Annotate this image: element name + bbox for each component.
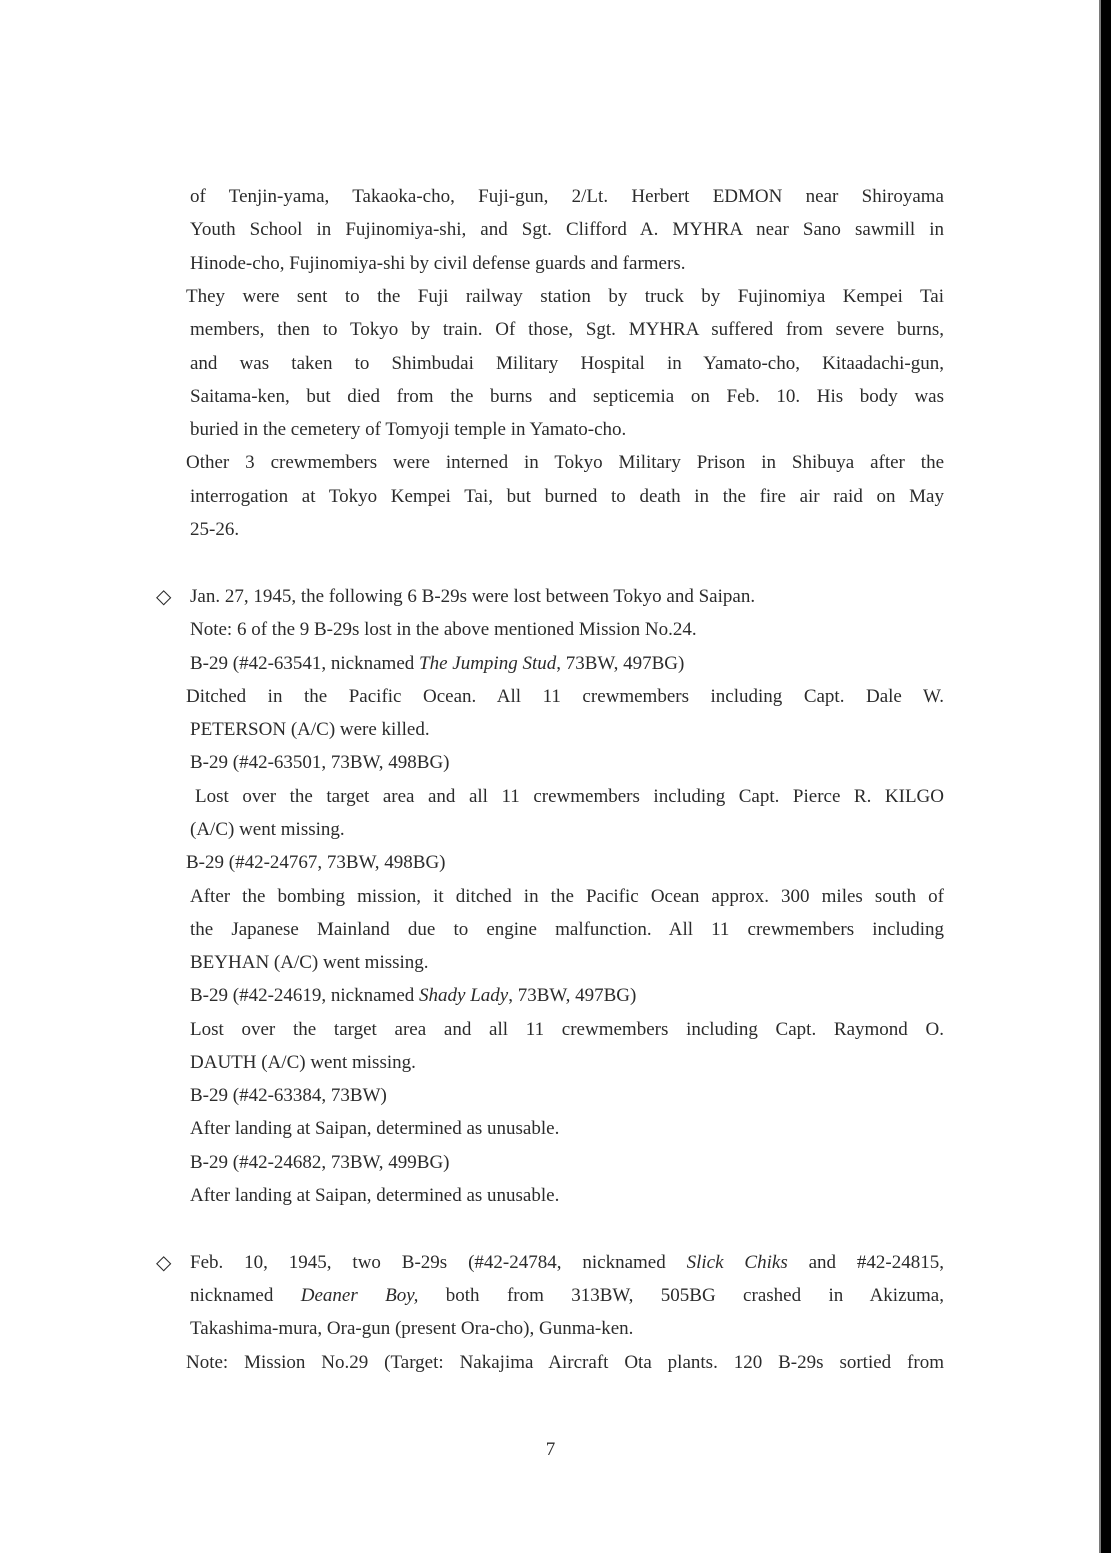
aircraft-title-text: B-29 (#42-63541, nicknamed <box>190 653 420 674</box>
paragraph-line: and was taken to Shimbudai Military Hospital in Yamato-cho, Kitaadachi-gun, <box>190 353 944 374</box>
heading-text: and #42-24815, <box>787 1252 945 1273</box>
heading-text: Feb. 10, 1945, two B-29s (#42-24784, nicknamed <box>190 1252 687 1273</box>
paragraph-line: members, then to Tokyo by train. Of those, Sgt. MYHRA suffered from severe burns, <box>190 319 944 340</box>
aircraft-desc-line: (A/C) went missing. <box>190 819 345 840</box>
aircraft-nickname: Deaner Boy, <box>300 1285 419 1306</box>
aircraft-desc-line: Lost over the target area and all 11 crewmembers including Capt. Raymond O. <box>190 1019 944 1040</box>
paragraph-line: of Tenjin-yama, Takaoka-cho, Fuji-gun, 2/Lt. Herbert EDMON near Shiroyama <box>190 186 944 207</box>
paragraph-line: 25-26. <box>190 519 240 540</box>
page-number: 7 <box>545 1439 556 1460</box>
aircraft-desc-line: PETERSON (A/C) were killed. <box>190 719 430 740</box>
aircraft-desc-line: After the bombing mission, it ditched in the Pacific Ocean approx. 300 miles south of <box>190 886 944 907</box>
section-note: Note: 6 of the 9 B-29s lost in the above mentioned Mission No.24. <box>190 619 697 640</box>
aircraft-title: B-29 (#42-63501, 73BW, 498BG) <box>190 752 450 773</box>
aircraft-title <box>190 652 684 676</box>
aircraft-desc-line: BEYHAN (A/C) went missing. <box>190 952 429 973</box>
section-note: Note: Mission No.29 (Target: Nakajima Aircraft Ota plants. 120 B-29s sortied from <box>186 1352 944 1373</box>
aircraft-title-text: , 73BW, 497BG) <box>556 653 685 674</box>
section-heading-line <box>190 1284 944 1308</box>
diamond-outline-icon: ◇ <box>156 584 172 608</box>
section-heading: Jan. 27, 1945, the following 6 B-29s were lost between Tokyo and Saipan. <box>190 586 756 607</box>
aircraft-title: B-29 (#42-24767, 73BW, 498BG) <box>186 852 446 873</box>
aircraft-title: B-29 (#42-24682, 73BW, 499BG) <box>190 1152 450 1173</box>
paragraph-line: Saitama-ken, but died from the burns and septicemia on Feb. 10. His body was <box>190 386 944 407</box>
paragraph-line: Youth School in Fujinomiya-shi, and Sgt. Clifford A. MYHRA near Sano sawmill in <box>190 219 944 240</box>
aircraft-desc-line: After landing at Saipan, determined as unusable. <box>190 1185 560 1206</box>
aircraft-nickname: Slick Chiks <box>686 1252 788 1273</box>
paragraph-line: buried in the cemetery of Tomyoji temple in Yamato-cho. <box>190 419 627 440</box>
heading-text: nicknamed <box>190 1285 301 1306</box>
paragraph-line: Hinode-cho, Fujinomiya-shi by civil defense guards and farmers. <box>190 253 686 274</box>
page-edge-border <box>1101 0 1111 1553</box>
paragraph-line: They were sent to the Fuji railway station by truck by Fujinomiya Kempei Tai <box>186 286 944 307</box>
section-heading-line <box>190 1251 944 1275</box>
aircraft-desc-line: Lost over the target area and all 11 crewmembers including Capt. Pierce R. KILGO <box>195 786 944 807</box>
aircraft-desc-line: Ditched in the Pacific Ocean. All 11 crewmembers including Capt. Dale W. <box>186 686 944 707</box>
aircraft-title-text: B-29 (#42-24619, nicknamed <box>190 985 420 1006</box>
paragraph-line: Other 3 crewmembers were interned in Tokyo Military Prison in Shibuya after the <box>186 452 944 473</box>
aircraft-nickname: Shady Lady <box>419 985 509 1006</box>
aircraft-title <box>190 984 636 1008</box>
aircraft-desc-line: After landing at Saipan, determined as unusable. <box>190 1118 560 1139</box>
heading-text: both from 313BW, 505BG crashed in Akizuma, <box>418 1285 944 1306</box>
aircraft-desc-line: DAUTH (A/C) went missing. <box>190 1052 416 1073</box>
aircraft-title: B-29 (#42-63384, 73BW) <box>190 1085 387 1106</box>
section-heading-line: Takashima-mura, Ora-gun (present Ora-cho), Gunma-ken. <box>190 1318 634 1339</box>
paragraph-line: interrogation at Tokyo Kempei Tai, but burned to death in the fire air raid on May <box>190 486 944 507</box>
diamond-outline-icon: ◇ <box>156 1250 172 1274</box>
aircraft-desc-line: the Japanese Mainland due to engine malfunction. All 11 crewmembers including <box>190 919 944 940</box>
aircraft-title-text: , 73BW, 497BG) <box>508 985 637 1006</box>
aircraft-nickname: The Jumping Stud <box>419 653 557 674</box>
